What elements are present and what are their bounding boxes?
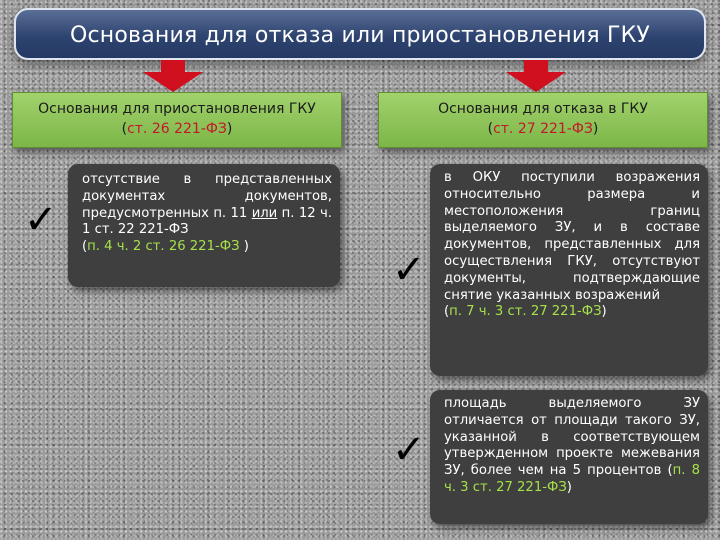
suspension-heading-title: Основания для приостановления ГКУ (38, 101, 316, 117)
ground-text: п. 11 (213, 205, 248, 221)
heading-law-reference: ст. 27 221-ФЗ (493, 121, 593, 137)
suspension-ground-1 (68, 164, 340, 287)
paren-open: ( (667, 463, 673, 479)
checkmark-icon: ✓ (392, 247, 426, 293)
down-arrow-icon (506, 60, 566, 92)
heading-law-reference: ст. 26 221-ФЗ (127, 121, 227, 137)
refusal-heading (378, 92, 708, 148)
paren-open: ( (487, 121, 494, 137)
paren-close: ) (592, 121, 599, 137)
down-arrow-icon (143, 60, 203, 92)
page-title: Основания для отказа или приостановления ГКУ (14, 8, 706, 60)
law-reference: п. 7 ч. 3 ст. 27 221-ФЗ (449, 304, 602, 320)
paren-close: ) (226, 121, 233, 137)
suspension-heading-reference (13, 119, 341, 139)
suspension-heading (12, 92, 342, 148)
ground-text: отсутствие в представленных документах документов, предусмотренных (82, 172, 332, 221)
refusal-ground-1 (430, 164, 708, 376)
paren-close: ) (566, 479, 572, 495)
paren-close: ) (601, 304, 607, 320)
paren-close: ) (239, 239, 249, 255)
refusal-heading-title: Основания для отказа в ГКУ (438, 101, 648, 117)
paren-open: ( (121, 121, 128, 137)
law-reference: п. 4 ч. 2 ст. 26 221-ФЗ (87, 239, 240, 255)
paren-open: ( (444, 304, 450, 320)
ground-text: п. 12 ч. 1 ст. 22 221-ФЗ (82, 205, 332, 238)
paren-open: ( (82, 239, 88, 255)
law-reference: п. 8 ч. 3 ст. 27 221-ФЗ (444, 463, 700, 495)
ground-text: площадь выделяемого ЗУ отличается от площади такого ЗУ, указанной в соответствующем утвержденном проекте межевания ЗУ, более чем на 5 процентов (444, 396, 700, 479)
refusal-ground-2 (430, 390, 708, 524)
checkmark-icon: ✓ (392, 427, 426, 473)
checkmark-icon: ✓ (24, 197, 58, 243)
refusal-heading-reference (379, 119, 707, 139)
ground-text: в ОКУ поступили возражения относительно размера и местоположения границ выделяемого ЗУ, и в составе документов, представленных для осуществления ГКУ, отсутствуют документы, подтверждающие снятие указанных возражений (444, 170, 700, 303)
ground-text: или (251, 205, 278, 221)
